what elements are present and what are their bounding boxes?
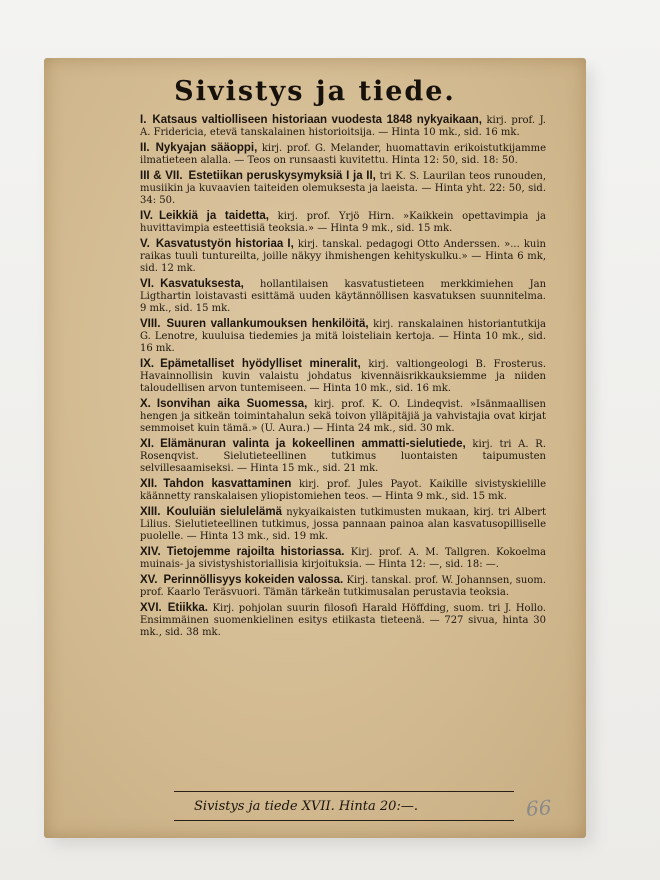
series-entry (140, 318, 546, 355)
entry-body: hollantilaisen kasvatustieteen merkkimiehen Jan Ligthartin loistavasti esittämä uuden käytännöllisen kasvatuksen suunnitelma. 9 mk., sid. 15 mk. (140, 279, 547, 314)
entry-number: XV. (140, 574, 158, 586)
series-entry (140, 358, 546, 395)
book-back-cover (44, 58, 586, 838)
entry-number: V. (140, 238, 150, 250)
entry-heading: Katsaus valtiolliseen historiaan vuodesta 1848 nykyaikaan, (152, 114, 482, 126)
entry-number: VI. (140, 278, 155, 290)
entry-heading: Etiikka. (167, 602, 209, 614)
entry-number: I. (140, 114, 147, 126)
footer-rule-top (174, 791, 514, 792)
entry-body: kirj. ranskalainen historiantutkija G. Lenotre, kuuluisa tiedemies ja mitä loisteliain kertoja. — Hinta 10 mk., sid. 16 mk. (140, 319, 547, 354)
entry-body: tri K. S. Laurilan teos runouden, musiikin ja kuvaavien taiteiden olemuksesta ja laeista. — Hinta yht. 22: 50, sid. 34: 50. (140, 171, 547, 206)
entry-heading: Tietojemme rajoilta historiassa. (166, 546, 345, 558)
handwritten-price: 66 (525, 795, 553, 821)
entry-number: III & VII. (140, 170, 183, 182)
entry-heading: Tahdon kasvattaminen (163, 478, 292, 490)
entry-heading: Kasvatuksesta, (160, 278, 244, 290)
entry-body: kirj. prof. Yrjö Hirn. »Kaikkein opettavimpia ja huvittavimpia esteettisiä teoksia.» — Hinta 9 mk., sid. 15 mk. (140, 211, 547, 234)
entry-heading: Kasvatustyön historiaa I, (155, 238, 294, 250)
entry-number: IX. (140, 358, 155, 370)
series-entry (140, 602, 546, 639)
entry-heading: Suuren vallankumouksen henkilöitä, (166, 318, 369, 330)
series-entry (140, 114, 546, 139)
entry-heading: Nykyajan sääoppi, (155, 142, 258, 154)
entry-body: nykyaikaisten tutkimusten mukaan, kirj. tri Albert Lilius. Sielutieteellinen tutkimus, jossa pannaan painoa alan kasvatusopilliselle puolelle. — Hinta 13 mk., sid. 19 mk. (140, 507, 546, 542)
entry-heading: Isonvihan aika Suomessa, (156, 398, 308, 410)
entry-body: kirj. tri A. R. Rosenqvist. Sielutieteellinen tutkimus luontaisten taipumusten selvillesaamiseksi. — Hinta 15 mk., sid. 21 mk. (140, 439, 546, 474)
entry-body: kirj. prof. G. Melander, huomattavin erikoistutkijamme ilmatieteen alalla. — Teos on runsaasti kuvitettu. Hinta 12: 50, sid. 18: 50. (140, 143, 546, 166)
entry-body: kirj. tanskal. pedagogi Otto Anderssen. »... kuin raikas tuuli tuntureilta, joille näkyy ihmishengen kehityskulku.» — Hinta 6 mk, sid. 12 mk. (140, 239, 546, 274)
entry-heading: Leikkiä ja taidetta, (159, 210, 269, 222)
entry-number: XIV. (140, 546, 161, 558)
entry-body: kirj. prof. K. O. Lindeqvist. »Isänmaallisen hengen ja sitkeän toimintahalun sekä toivon ylläpitäjiä ja vahvistajia ovat kirjat semmoiset kuin tämä.» (U. Aura.) — Hinta 24 mk., sid. 30 mk. (140, 399, 546, 434)
entry-heading: Perinnöllisyys kokeiden valossa. (163, 574, 344, 586)
entry-body: kirj. prof. Jules Payot. Kaikille sivistyskielille käännetty ranskalaisen yliopistomiehen teos. — Hinta 9 mk., sid. 15 mk. (140, 479, 546, 502)
entry-body: Kirj. pohjolan suurin filosofi Harald Höffding, suom. tri J. Hollo. Ensimmäinen suomenkielinen esitys etiikasta tieteenä. — 727 sivua, hinta 30 mk., sid. 38 mk. (140, 603, 546, 638)
series-entry (140, 478, 546, 503)
series-entry (140, 238, 546, 275)
entry-number: VIII. (140, 318, 161, 330)
series-entry (140, 438, 546, 475)
entry-heading: Estetiikan peruskysymyksiä I ja II, (188, 170, 376, 182)
entry-number: IV. (140, 210, 154, 222)
entry-heading: Epämetalliset hyödylliset mineralit, (160, 358, 361, 370)
entry-number: XIII. (140, 506, 161, 518)
entry-body: Kirj. tanskal. prof. W. Johannsen, suom. prof. Kaarlo Teräsvuori. Tämän tärkeän tutkimusalan perustavia teoksia. (140, 575, 546, 598)
entry-heading: Kouluiän sielulelämä (166, 506, 282, 518)
series-entry (140, 170, 546, 207)
entry-heading: Elämänuran valinta ja kokeellinen ammatti-sielutiede, (160, 438, 466, 450)
entry-body: kirj. valtiongeologi B. Frosterus. Havainnollisin kuvin valaistu johdatus kivennäisrikkauksiemme ja niiden taloudellisen arvon tuntemiseen. — Hinta 10 mk., sid. 16 mk. (140, 359, 546, 394)
series-entry (140, 506, 546, 543)
series-list (140, 114, 546, 642)
footer-rule-bottom (174, 820, 514, 821)
series-entry (140, 398, 546, 435)
entry-number: XII. (140, 478, 158, 490)
entry-number: XI. (140, 438, 155, 450)
entry-number: II. (140, 142, 150, 154)
cover-title: Sivistys ja tiede. (174, 76, 456, 107)
series-entry (140, 142, 546, 167)
series-entry (140, 278, 546, 315)
series-entry (140, 546, 546, 571)
entry-number: X. (140, 398, 151, 410)
entry-number: XVI. (140, 602, 162, 614)
entry-body: kirj. prof. J. A. Fridericia, etevä tanskalainen historioitsija. — Hinta 10 mk., sid. 16 mk. (140, 115, 546, 138)
entry-body: Kirj. prof. A. M. Tallgren. Kokoelma muinais- ja sivistyshistoriallisia kirjoituksia. — Hinta 12: —, sid. 18: —. (140, 547, 547, 570)
series-entry (140, 574, 546, 599)
footer-note: Sivistys ja tiede XVII. Hinta 20:—. (194, 799, 418, 814)
series-entry (140, 210, 546, 235)
